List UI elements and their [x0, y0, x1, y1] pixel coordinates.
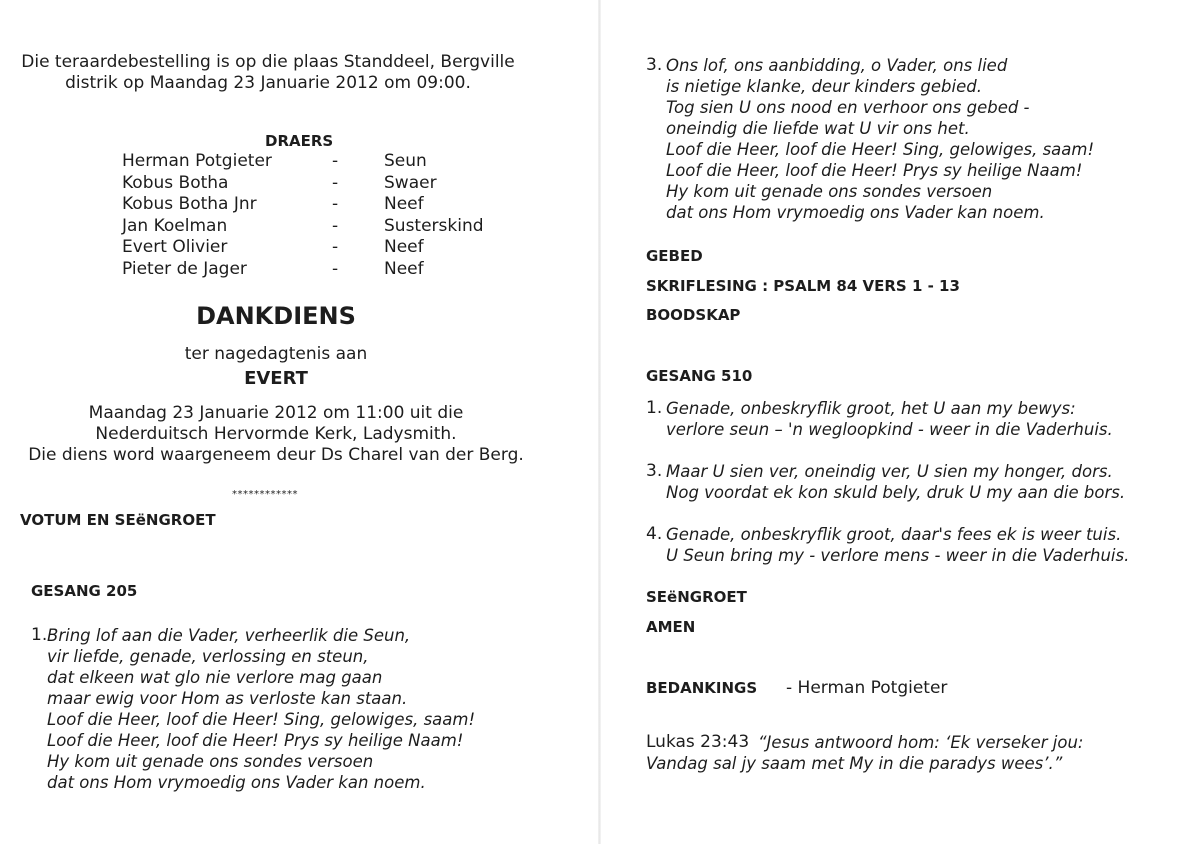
pallbearer-name: Jan Koelman: [122, 215, 228, 236]
pallbearer-relation: Neef: [384, 258, 424, 279]
scripture-line-text: “Jesus antwoord hom: ‘Ek verseker jou:: [758, 733, 1084, 752]
pallbearer-name: Evert Olivier: [122, 237, 228, 257]
pallbearer-dash: -: [332, 172, 339, 193]
pallbearer-row: [122, 237, 502, 259]
memory-text: ter nagedagtenis aan: [184, 344, 368, 364]
hymn-205-verse-3: [666, 55, 1094, 223]
pallbearer-row: [122, 151, 502, 173]
hymn-510-verse-3: [666, 461, 1125, 503]
separator-stars: ************: [232, 489, 298, 500]
verse-line: Hy kom uit genade ons sondes versoen: [47, 752, 374, 771]
verse-line: Ons lof, ons aanbidding, o Vader, ons lied: [666, 56, 1008, 75]
verse-line: Maar U sien ver, oneindig ver, U sien my honger, dors.: [666, 462, 1113, 481]
pallbearers-list: [122, 151, 502, 280]
blessing-heading: SEëNGROET: [646, 588, 747, 606]
scripture-line: Vandag sal jy saam met My in die paradys wees’.”: [646, 754, 1063, 773]
pallbearer-relation: Neef: [384, 194, 424, 214]
verse-line: Loof die Heer, loof die Heer! Prys sy heilige Naam!: [47, 731, 464, 750]
pallbearer-dash: -: [332, 194, 339, 214]
scripture-quote: [646, 732, 1083, 774]
message-heading: BOODSKAP: [646, 306, 741, 324]
hymn-510-verse-number: 4.: [646, 524, 663, 544]
burial-notice: [0, 52, 536, 94]
prayer-heading: GEBED: [646, 247, 703, 265]
pallbearer-relation: Neef: [384, 237, 424, 257]
burial-line-1: Die teraardebestelling is op die plaas Standdeel, Bergville: [21, 52, 515, 72]
page-fold: [598, 0, 601, 844]
pallbearer-row: [122, 173, 502, 195]
verse-line: Loof die Heer, loof die Heer! Sing, gelowiges, saam!: [666, 140, 1095, 159]
pallbearer-dash: -: [332, 237, 339, 257]
verse-line: is nietige klanke, deur kinders gebied.: [666, 77, 982, 96]
service-details: [0, 403, 552, 466]
hymn-510-verse-number: 3.: [646, 461, 663, 481]
pallbearer-relation: Susterskind: [384, 215, 484, 236]
service-detail-line: Nederduitsch Hervormde Kerk, Ladysmith.: [95, 424, 457, 444]
hymn-510-verse-1: [666, 398, 1113, 440]
scripture-reference: Lukas 23:43: [646, 732, 750, 752]
pallbearer-name: Kobus Botha: [122, 172, 229, 193]
pallbearer-name: Pieter de Jager: [122, 258, 247, 279]
pallbearer-relation: Seun: [384, 151, 427, 171]
verse-line: Loof die Heer, loof die Heer! Prys sy heilige Naam!: [666, 161, 1083, 180]
pallbearer-dash: -: [332, 215, 339, 236]
verse-line: Genade, onbeskryflik groot, het U aan my bewys:: [666, 399, 1076, 418]
service-detail-line: Maandag 23 Januarie 2012 om 11:00 uit die: [88, 403, 464, 423]
hymn-510-heading: GESANG 510: [646, 367, 753, 385]
pallbearer-name: Kobus Botha Jnr: [122, 194, 257, 214]
verse-line: Tog sien U ons nood en verhoor ons gebed -: [666, 98, 1030, 117]
verse-line: dat elkeen wat glo nie verlore mag gaan: [47, 668, 383, 687]
scripture-line: [646, 732, 1083, 753]
right-page: [604, 0, 1200, 844]
hymn-510-verse-4: [666, 524, 1129, 566]
service-title: DANKDIENS: [196, 302, 356, 330]
deceased-name: EVERT: [244, 368, 308, 389]
thanks-heading: BEDANKINGS: [646, 679, 758, 697]
pallbearer-dash: -: [332, 151, 339, 171]
hymn-205-heading: GESANG 205: [31, 582, 138, 600]
service-detail-line: Die diens word waargeneem deur Ds Charel van der Berg.: [28, 445, 524, 465]
reading-heading: SKRIFLESING : PSALM 84 VERS 1 - 13: [646, 277, 960, 295]
verse-line: dat ons Hom vrymoedig ons Vader kan noem.: [47, 773, 426, 792]
pallbearer-row: [122, 194, 502, 216]
pallbearer-row: [122, 259, 502, 281]
verse-line: oneindig die liefde wat U vir ons het.: [666, 119, 970, 138]
verse-line: Loof die Heer, loof die Heer! Sing, gelowiges, saam!: [47, 710, 476, 729]
burial-line-2: distrik op Maandag 23 Januarie 2012 om 09:00.: [65, 73, 471, 93]
hymn-205-verse-number: 1.: [31, 625, 48, 645]
verse-line: verlore seun – 'n wegloopkind - weer in die Vaderhuis.: [666, 420, 1113, 439]
verse-line: dat ons Hom vrymoedig ons Vader kan noem.: [666, 203, 1045, 222]
votum-heading: VOTUM EN SEëNGROET: [20, 511, 216, 529]
verse-line: vir liefde, genade, verlossing en steun,: [47, 647, 369, 666]
hymn-205-verse-1: [47, 625, 475, 793]
pallbearer-name: Herman Potgieter: [122, 151, 272, 171]
verse-line: Nog voordat ek kon skuld bely, druk U my aan die bors.: [666, 483, 1126, 502]
verse-line: U Seun bring my - verlore mens - weer in die Vaderhuis.: [666, 546, 1130, 565]
verse-line: Bring lof aan die Vader, verheerlik die Seun,: [47, 626, 411, 645]
pallbearer-dash: -: [332, 258, 339, 279]
amen-heading: AMEN: [646, 618, 696, 636]
hymn-510-verse-number: 1.: [646, 398, 663, 418]
thanks-text: - Herman Potgieter: [786, 678, 948, 698]
pallbearers-heading: DRAERS: [265, 132, 334, 150]
verse-line: Genade, onbeskryflik groot, daar's fees ek is weer tuis.: [666, 525, 1122, 544]
pallbearer-row: [122, 216, 502, 238]
verse-line: Hy kom uit genade ons sondes versoen: [666, 182, 993, 201]
verse-line: maar ewig voor Hom as verloste kan staan.: [47, 689, 408, 708]
pallbearer-relation: Swaer: [384, 172, 437, 193]
hymn-205-verse-3-number: 3.: [646, 55, 663, 75]
left-page: [0, 0, 596, 844]
